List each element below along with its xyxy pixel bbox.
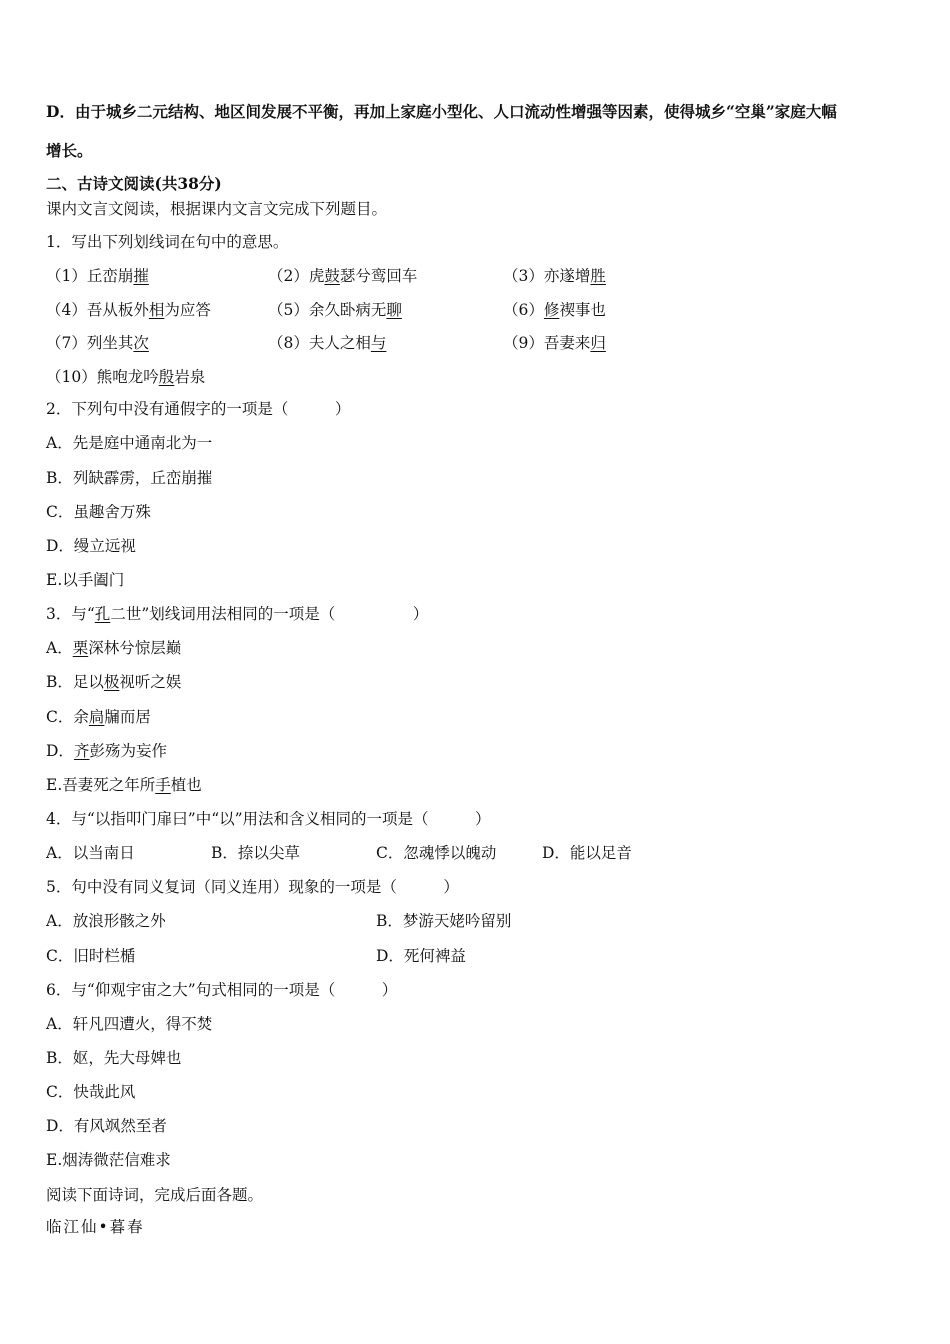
q1-item-3: （3）亦遂增胜 [503,267,606,285]
q2-option-e: E.以手阖门 [46,571,125,589]
option-label: D． [46,102,75,121]
q1-item-4: （4）吾从板外相为应答 [46,301,211,319]
q6-option-a: A．轩凡四遭火，得不焚 [46,1015,213,1033]
q2-option-b: B．列缺霹雳，丘峦崩摧 [46,469,213,487]
q3-option-b: B．足以极视听之娱 [46,673,182,691]
q2-option-d: D．缦立远视 [46,537,136,555]
q3-option-a: A．栗深林兮惊层巅 [46,639,182,657]
section-heading: 二、古诗文阅读(共38分) [46,174,222,193]
prev-option-d-line1 [46,101,837,123]
q3-option-c: C．余扃牖而居 [46,708,151,726]
q4-option-d: D．能以足音 [542,844,632,862]
q5-option-a: A．放浪形骸之外 [46,912,166,930]
q2-option-a: A．先是庭中通南北为一 [46,434,213,452]
reading-instruction: 阅读下面诗词，完成后面各题。 [46,1186,264,1204]
q6-option-d: D．有风飒然至者 [46,1117,167,1135]
section-intro: 课内文言文阅读，根据课内文言文完成下列题目。 [46,200,388,218]
q3-option-d: D．齐彭殇为妄作 [46,742,167,760]
q4-option-b: B．捺以尖草 [211,844,300,862]
q1-item-9: （9）吾妻来归 [503,334,606,352]
prev-option-d-line2: 增长。 [46,141,93,160]
q5-option-b: B．梦游天姥吟留别 [376,912,512,930]
q3-option-e: E.吾妻死之年所手植也 [46,776,202,794]
question-2: 2．下列句中没有通假字的一项是（ ） [46,400,351,418]
q4-option-a: A．以当南日 [46,844,135,862]
q5-option-d: D．死何裨益 [376,947,466,965]
question-4: 4．与“以指叩门扉曰”中“以”用法和含义相同的一项是（ ） [46,810,491,828]
q6-option-c: C．快哉此风 [46,1083,136,1101]
q6-option-b: B．妪，先大母婢也 [46,1049,182,1067]
poem-title: 临江仙•暮春 [46,1218,145,1236]
q1-item-7: （7）列坐其次 [46,334,149,352]
q2-option-c: C．虽趣舍万殊 [46,503,151,521]
q5-option-c: C．旧时栏楯 [46,947,136,965]
q1-item-10: （10）熊咆龙吟殷岩泉 [46,368,206,386]
q1-item-5: （5）余久卧病无聊 [268,301,402,319]
q6-option-e: E.烟涛微茫信难求 [46,1151,171,1169]
question-1: 1．写出下列划线词在句中的意思。 [46,233,289,251]
q1-item-1: （1）丘峦崩摧 [46,267,149,285]
q4-option-c: C．忽魂悸以魄动 [376,844,497,862]
option-text: 由于城乡二元结构、地区间发展不平衡，再加上家庭小型化、人口流动性增强等因素，使得城乡“空巢”家庭大幅 [74,102,837,121]
question-6: 6．与“仰观宇宙之大”句式相同的一项是（ ） [46,981,398,999]
q1-item-8: （8）夫人之相与 [268,334,387,352]
q1-item-6: （6）修禊事也 [503,301,606,319]
question-5: 5．句中没有同义复词（同义连用）现象的一项是（ ） [46,878,459,896]
q1-item-2: （2）虎鼓瑟兮鸾回车 [268,267,418,285]
question-3: 3．与“孔二世”划线词用法相同的一项是（ ） [46,605,429,623]
